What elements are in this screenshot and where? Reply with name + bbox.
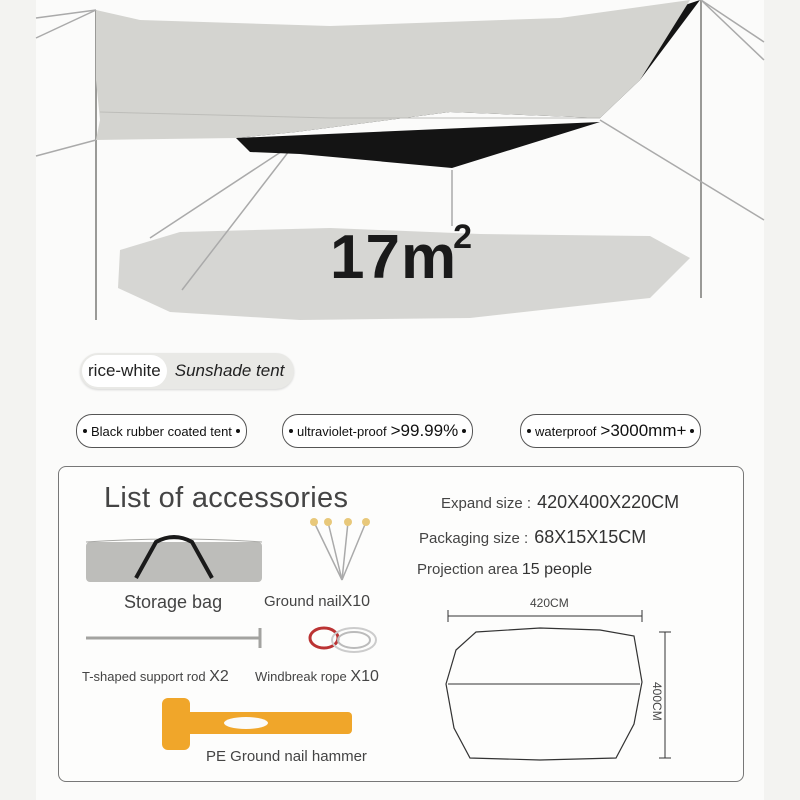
bullet-dot xyxy=(83,429,87,433)
spec-label: Projection area xyxy=(417,561,518,578)
color-name: rice-white xyxy=(82,355,167,387)
item-name: PE Ground nail hammer xyxy=(206,748,367,765)
spec-value: 15 people xyxy=(521,561,593,578)
feature-pill-uv xyxy=(282,414,473,448)
item-storage-bag xyxy=(124,592,222,613)
item-name: Ground nail xyxy=(264,593,342,610)
feature-pill-waterproof xyxy=(520,414,701,448)
dimension-diagram xyxy=(440,596,690,766)
width-dimension-label: 420CM xyxy=(530,596,569,610)
item-windbreak-rope xyxy=(255,668,379,686)
feature-label: waterproof xyxy=(535,423,597,439)
accessories-title: List of accessories xyxy=(104,482,349,514)
support-rod-image xyxy=(86,628,266,650)
bullet-dot xyxy=(462,429,466,433)
spec-label: Packaging size : xyxy=(419,530,529,547)
bullet-dot xyxy=(236,429,240,433)
feature-value: >3000mm+ xyxy=(600,421,687,440)
bullet-dot xyxy=(289,429,293,433)
area-label xyxy=(330,218,477,293)
feature-pill-coating xyxy=(76,414,247,448)
bullet-dot xyxy=(527,429,531,433)
area-value: 17m xyxy=(330,223,458,292)
storage-bag-image xyxy=(86,528,266,584)
item-hammer xyxy=(206,748,367,765)
product-tag xyxy=(80,353,294,389)
item-name: Storage bag xyxy=(124,592,223,612)
feature-label: ultraviolet-proof xyxy=(297,423,387,439)
bullet-dot xyxy=(690,429,694,433)
item-support-rod xyxy=(82,668,229,686)
product-name: Sunshade tent xyxy=(174,361,285,380)
rope-image xyxy=(304,620,384,660)
area-superscript: 2 xyxy=(453,218,474,257)
spec-value: 68X15X15CM xyxy=(534,527,647,547)
item-ground-nail xyxy=(264,593,370,611)
item-qty: X10 xyxy=(350,668,379,685)
hammer-image xyxy=(156,696,356,754)
ground-nail-image xyxy=(306,516,376,586)
depth-dimension-label: 400CM xyxy=(650,682,664,721)
spec-label: Expand size : xyxy=(441,495,532,512)
item-qty: X10 xyxy=(341,593,371,610)
item-name: T-shaped support rod xyxy=(82,669,206,684)
item-qty: X2 xyxy=(209,668,229,685)
spec-value: 420X400X220CM xyxy=(537,492,680,512)
feature-value: >99.99% xyxy=(390,421,459,440)
spec-projection-area xyxy=(417,561,592,579)
item-name: Windbreak rope xyxy=(255,669,347,684)
spec-packaging-size xyxy=(419,527,646,548)
spec-expand-size xyxy=(441,492,679,513)
feature-label: Black rubber coated tent xyxy=(91,423,232,439)
